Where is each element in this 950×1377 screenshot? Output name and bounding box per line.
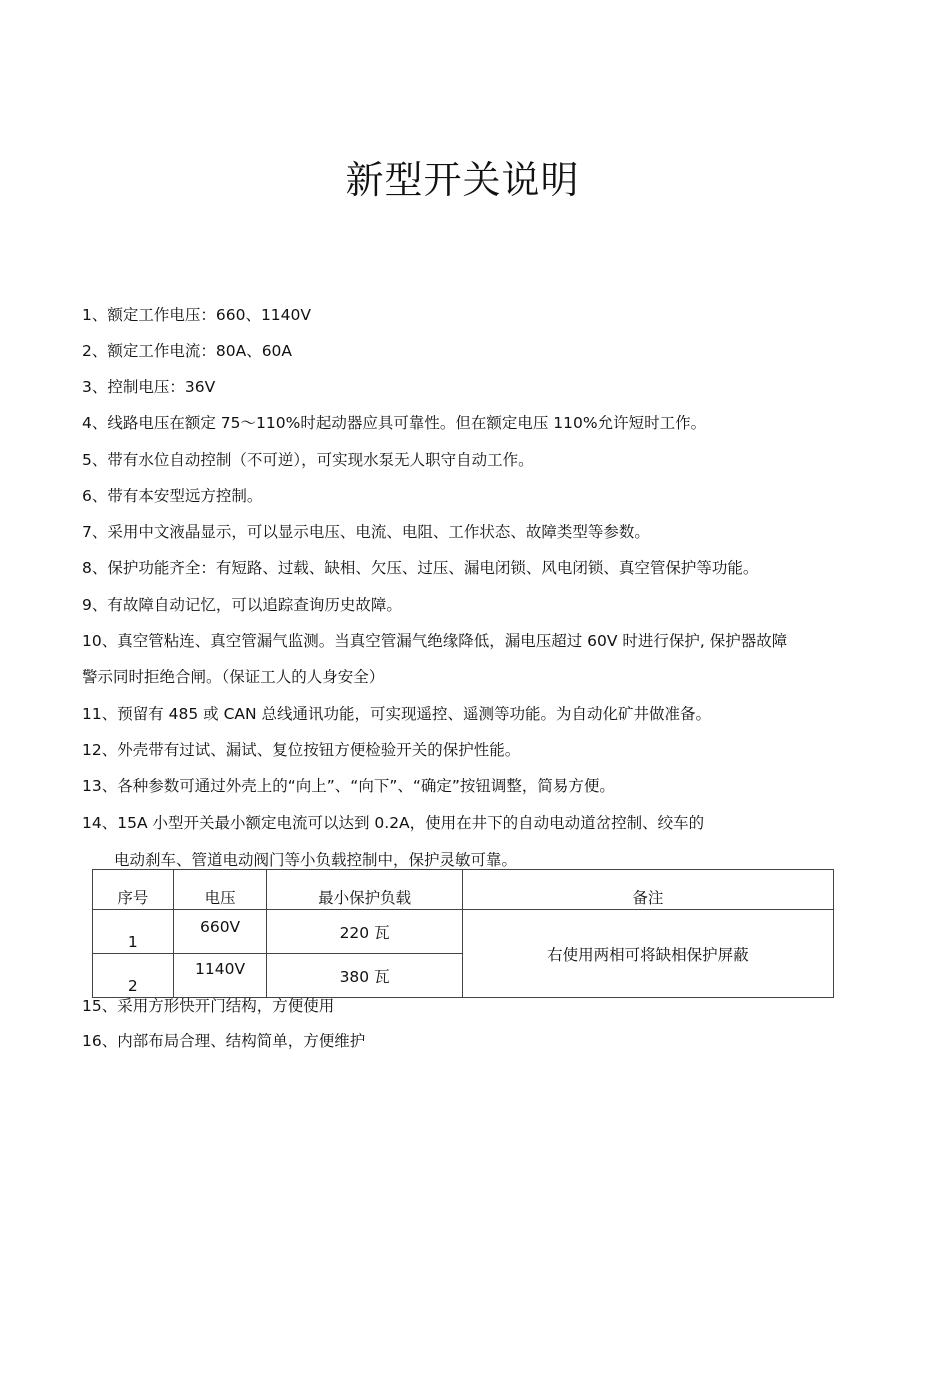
header-remark: 备注 [462, 870, 833, 910]
row-voltage: 660V [173, 910, 267, 954]
spec-item-10: 10、真空管粘连、真空管漏气监测。当真空管漏气绝缘降低，漏电压超过 60V 时进行保护, 保护器故障 [82, 632, 788, 650]
spec-item-11: 11、预留有 485 或 CAN 总线通讯功能，可实现遥控、遥测等功能。为自动化矿井做准备。 [82, 705, 712, 723]
protection-load-table [92, 869, 834, 998]
row-index: 2 [93, 954, 174, 998]
row-index: 1 [93, 910, 174, 954]
row-min-load: 220 瓦 [267, 910, 462, 954]
header-voltage: 电压 [173, 870, 267, 910]
spec-item-7: 7、采用中文液晶显示，可以显示电压、电流、电阻、工作状态、故障类型等参数。 [82, 523, 650, 541]
spec-item-6: 6、带有本安型远方控制。 [82, 487, 263, 505]
spec-item-5: 5、带有水位自动控制（不可逆），可实现水泵无人职守自动工作。 [82, 451, 534, 469]
row-remark: 右使用两相可将缺相保护屏蔽 [462, 910, 833, 998]
spec-item-12: 12、外壳带有过试、漏试、复位按钮方便检验开关的保护性能。 [82, 741, 521, 759]
spec-item-10-cont: 警示同时拒绝合闸。（保证工人的人身安全） [82, 668, 385, 686]
spec-item-9: 9、有故障自动记忆，可以追踪查询历史故障。 [82, 596, 402, 614]
spec-item-4: 4、线路电压在额定 75～110%时起动器应具可靠性。但在额定电压 110%允许短时工作。 [82, 414, 707, 432]
spec-item-15: 15、采用方形快开门结构，方便使用 [82, 997, 335, 1015]
spec-item-3: 3、控制电压：36V [82, 378, 216, 396]
spec-item-8: 8、保护功能齐全：有短路、过载、缺相、欠压、过压、漏电闭锁、风电闭锁、真空管保护等功能。 [82, 559, 759, 577]
header-min-load: 最小保护负载 [267, 870, 462, 910]
spec-item-1: 1、额定工作电压：660、1140V [82, 306, 311, 324]
spec-item-14: 14、15A 小型开关最小额定电流可以达到 0.2A，使用在井下的自动电动道岔控制、绞车的 [82, 814, 705, 832]
spec-item-13: 13、各种参数可通过外壳上的“向上”、“向下”、“确定”按钮调整，简易方便。 [82, 777, 615, 795]
row-voltage: 1140V [173, 954, 267, 998]
spec-item-2: 2、额定工作电流：80A、60A [82, 342, 293, 360]
document-title: 新型开关说明 [345, 158, 580, 202]
table-header-row [93, 870, 834, 910]
header-index: 序号 [93, 870, 174, 910]
row-min-load: 380 瓦 [267, 954, 462, 998]
spec-item-14-cont: 电动刹车、管道电动阀门等小负载控制中，保护灵敏可靠。 [114, 851, 518, 869]
spec-item-16: 16、内部布局合理、结构简单，方便维护 [82, 1032, 366, 1050]
table-row [93, 910, 834, 954]
